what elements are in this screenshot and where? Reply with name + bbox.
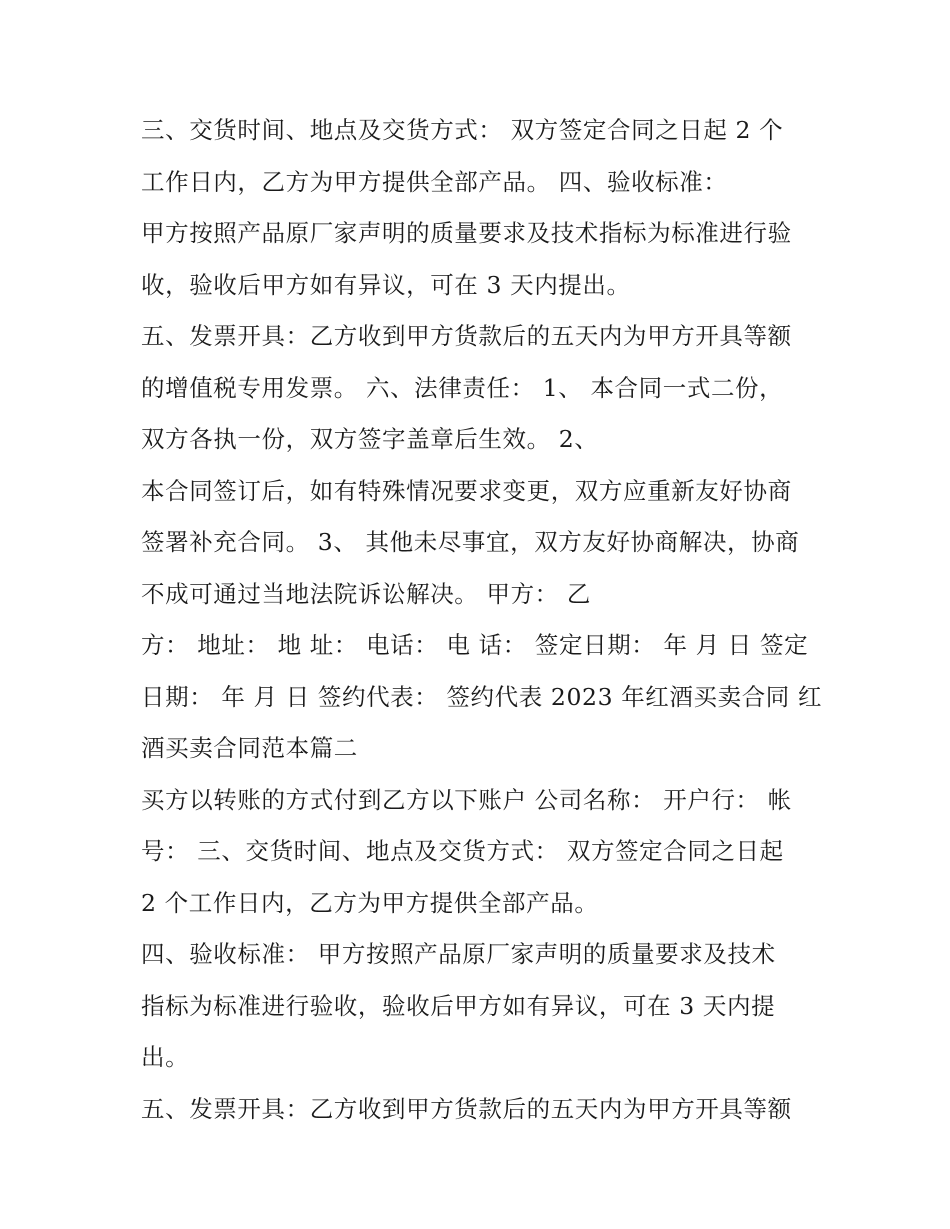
text-line: 的增值税专用发票。 六、法律责任： 1、 本合同一式二份， xyxy=(141,373,784,402)
text-line: 三、交货时间、地点及交货方式： 双方签定合同之日起 2 个 xyxy=(141,116,784,144)
text-line: 四、验收标准： 甲方按照产品原厂家声明的质量要求及技术 xyxy=(141,940,776,968)
contract-text xyxy=(141,110,821,1140)
text-line: 买方以转账的方式付到乙方以下账户 公司名称： 开户行： 帐 xyxy=(141,785,792,814)
text-line: 不成可通过当地法院诉讼解决。 甲方： 乙 xyxy=(141,579,591,608)
text-line: 本合同签订后，如有特殊情况要求变更，双方应重新友好协商 xyxy=(141,476,792,505)
text-line: 甲方按照产品原厂家声明的质量要求及技术指标为标准进行验 xyxy=(141,219,792,247)
text-line: 日期： 年 月 日 签约代表： 签约代表 2023 年红酒买卖合同 红 xyxy=(141,682,823,711)
text-line: 指标为标准进行验收，验收后甲方如有异议，可在 3 天内提 xyxy=(141,991,776,1020)
text-line: 号： 三、交货时间、地点及交货方式： 双方签定合同之日起 xyxy=(141,837,784,865)
text-line: 双方各执一份，双方签字盖章后生效。 2、 xyxy=(141,425,599,453)
text-line: 收，验收后甲方如有异议，可在 3 天内提出。 xyxy=(141,270,631,299)
text-line: 五、发票开具：乙方收到甲方货款后的五天内为甲方开具等额 xyxy=(141,322,792,350)
text-line: 2 个工作日内，乙方为甲方提供全部产品。 xyxy=(141,888,599,917)
text-line: 工作日内，乙方为甲方提供全部产品。 四、验收标准： xyxy=(141,167,728,196)
text-line: 签署补充合同。 3、 其他未尽事宜，双方友好协商解决，协商 xyxy=(141,528,800,556)
text-line: 酒买卖合同范本篇二 xyxy=(141,734,358,762)
text-line: 出。 xyxy=(141,1043,190,1071)
text-line: 五、发票开具：乙方收到甲方货款后的五天内为甲方开具等额 xyxy=(141,1094,792,1123)
text-line: 方： 地址： 地 址： 电话： 电 话： 签定日期： 年 月 日 签定 xyxy=(141,631,809,659)
